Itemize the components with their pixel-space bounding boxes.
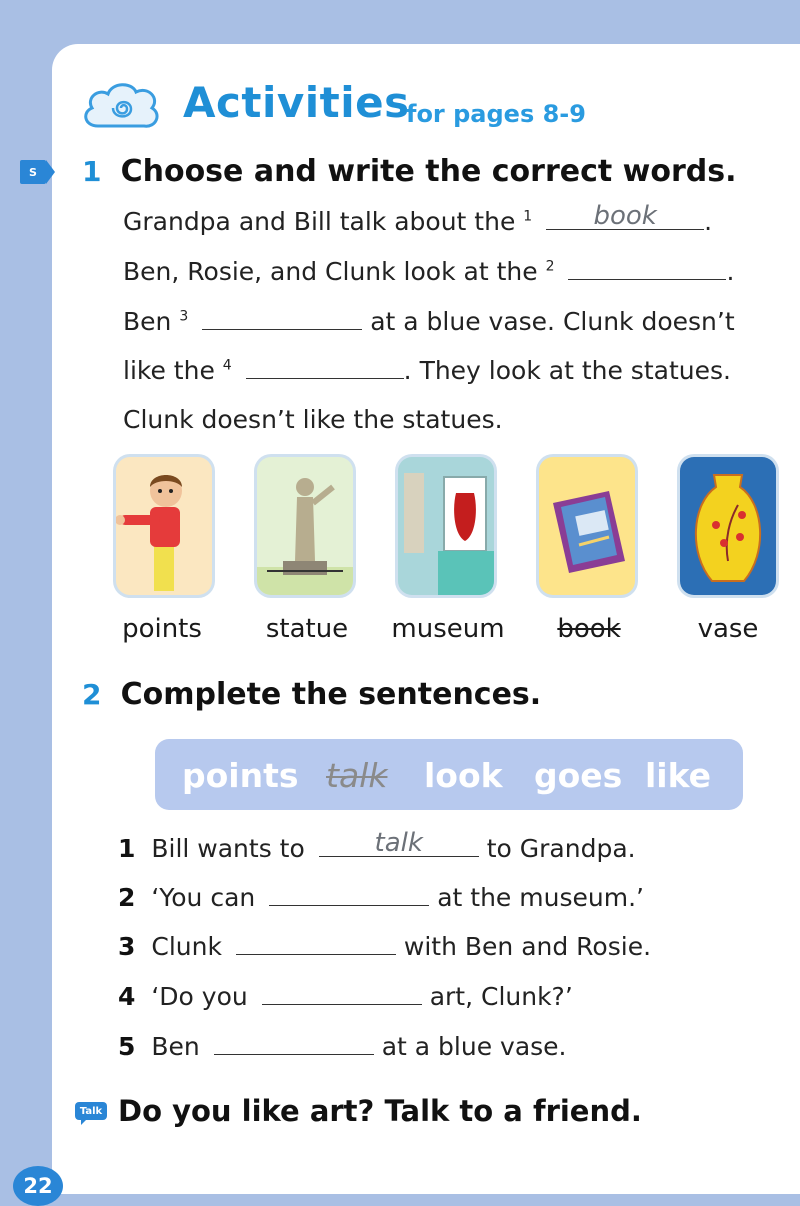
ex1-line-3-number: 3 xyxy=(179,308,189,325)
word-points: points xyxy=(182,756,299,795)
ex1-line-1-text: Grandpa and Bill talk about the xyxy=(123,207,516,236)
talk-speech-bubble-icon: Talk xyxy=(75,1102,107,1120)
answer-blank-1[interactable] xyxy=(546,201,704,231)
cloud-spiral-icon xyxy=(80,78,162,136)
answer-blank-4[interactable] xyxy=(246,356,404,379)
ex1-line-1-number: 1 xyxy=(523,208,533,225)
ex1-line-2-text: Ben, Rosie, and Clunk look at the xyxy=(123,257,538,286)
sentence-3-blank[interactable] xyxy=(236,932,396,955)
exercise-1-number: 1 xyxy=(82,155,102,188)
picture-label-points: points xyxy=(122,614,202,644)
page-title: Activities xyxy=(183,78,410,127)
statue-icon xyxy=(257,457,353,595)
exercise-2-title: Complete the sentences. xyxy=(120,677,542,712)
page-subtitle: for pages 8-9 xyxy=(406,100,586,128)
picture-label-book-crossed: book xyxy=(557,614,621,644)
sentence-1-blank[interactable] xyxy=(319,828,479,858)
ex1-line-3-text: Ben xyxy=(123,307,172,336)
answer-blank-2[interactable] xyxy=(568,257,726,280)
sentence-2-number: 2 xyxy=(118,883,136,912)
sentence-3-end: with Ben and Rosie. xyxy=(403,932,652,961)
exercise-2-number: 2 xyxy=(82,678,102,711)
exercise-2-header xyxy=(82,677,541,712)
ex1-line-2 xyxy=(123,257,734,286)
boy-pointing-icon xyxy=(116,457,212,595)
ex1-line-2-end: . xyxy=(726,257,735,286)
exercise-1-header xyxy=(82,154,737,189)
ex1-line-3 xyxy=(123,307,735,336)
sentence-2 xyxy=(118,883,644,912)
ex1-line-2-number: 2 xyxy=(545,258,555,275)
word-goes: goes xyxy=(534,756,623,795)
sentence-5-number: 5 xyxy=(118,1032,136,1061)
sentence-3-number: 3 xyxy=(118,932,136,961)
sentence-4-number: 4 xyxy=(118,982,136,1011)
sentence-3-start: Clunk xyxy=(151,932,222,961)
word-look: look xyxy=(424,756,503,795)
ex1-line-4-end: . They look at the statues. xyxy=(403,356,731,385)
book-icon xyxy=(539,457,635,595)
answer-blank-3[interactable] xyxy=(202,307,362,330)
sentence-1-start: Bill wants to xyxy=(151,834,305,863)
exercise-1-title: Choose and write the correct words. xyxy=(120,154,737,189)
picture-label-museum: museum xyxy=(391,614,505,644)
word-talk-crossed: talk xyxy=(326,756,388,795)
sentence-3 xyxy=(118,932,651,961)
sentence-5-blank[interactable] xyxy=(214,1032,374,1055)
sentence-4-start: ‘Do you xyxy=(151,982,248,1011)
ex1-line-4-text: like the xyxy=(123,356,215,385)
sentence-4-end: art, Clunk?’ xyxy=(429,982,573,1011)
picture-label-statue: statue xyxy=(265,614,349,644)
sentence-1 xyxy=(118,828,636,863)
ex1-line-1 xyxy=(123,201,713,236)
sentence-5 xyxy=(118,1032,567,1061)
vase-icon xyxy=(680,457,776,595)
sentence-4-blank[interactable] xyxy=(262,982,422,1005)
section-badge: S xyxy=(20,160,46,184)
answer-1-handwritten: book xyxy=(593,201,657,231)
talk-prompt: Do you like art? Talk to a friend. xyxy=(118,1094,642,1128)
ex1-line-5: Clunk doesn’t like the statues. xyxy=(123,405,503,434)
sentence-2-blank[interactable] xyxy=(269,883,429,906)
sentence-1-end: to Grandpa. xyxy=(486,834,636,863)
ex1-line-3-end: at a blue vase. Clunk doesn’t xyxy=(370,307,735,336)
sentence-5-end: at a blue vase. xyxy=(381,1032,567,1061)
ex1-line-4 xyxy=(123,356,731,385)
page-number: 22 xyxy=(13,1166,63,1206)
museum-icon xyxy=(398,457,494,595)
sentence-5-start: Ben xyxy=(151,1032,200,1061)
sentence-4 xyxy=(118,982,573,1011)
ex1-line-4-number: 4 xyxy=(222,357,232,374)
picture-label-vase: vase xyxy=(697,614,759,644)
ex1-line-1-end: . xyxy=(704,207,713,236)
sentence-1-number: 1 xyxy=(118,834,136,863)
sentence-2-end: at the museum.’ xyxy=(437,883,644,912)
sentence-2-start: ‘You can xyxy=(151,883,256,912)
word-like: like xyxy=(645,756,712,795)
sentence-1-answer: talk xyxy=(374,828,423,858)
